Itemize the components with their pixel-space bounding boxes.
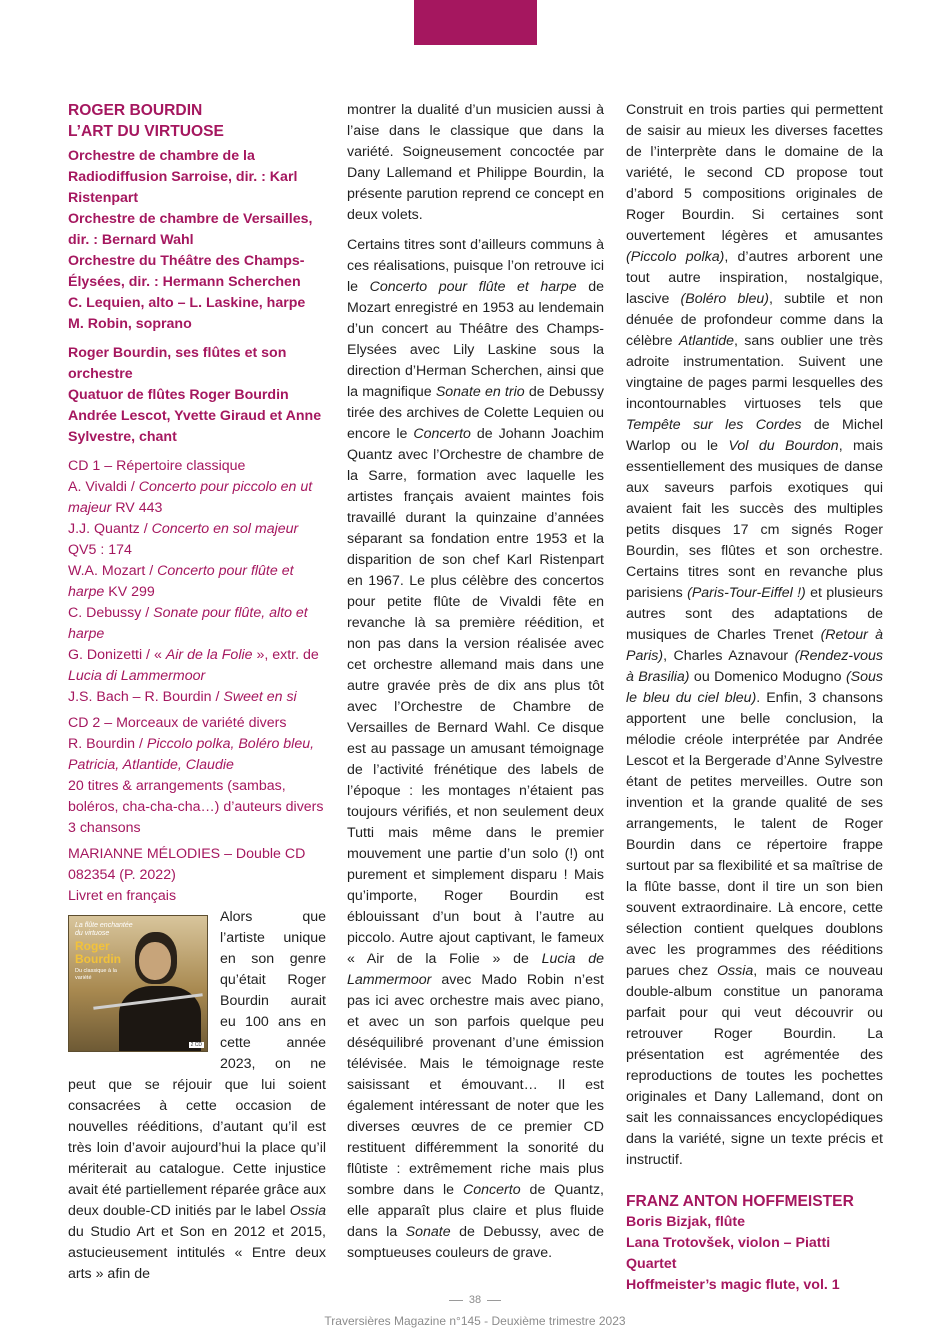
track-composer: J.S. Bach – R. Bourdin / [68,689,224,705]
italic-title: Lucia de Lammermoor [347,951,604,988]
credit-line: Roger Bourdin, ses flûtes et son orchestre [68,345,287,382]
cd2-line-1 [68,734,326,776]
track-item [68,477,326,519]
track-catalog: », extr. de [252,647,319,663]
text-run: , subtile et non dénuée de profondeur comme dans la célèbre [626,291,883,349]
credit-line: C. Lequien, alto – L. Laskine, harpe [68,295,306,311]
credits-orchestras [68,146,326,335]
italic-title: (Retour à Paris) [626,627,883,664]
track-work: Concerto pour flûte et harpe [68,563,294,600]
track-catalog: RV 443 [111,500,163,516]
track-item [68,561,326,603]
column-2 [347,100,604,1273]
article-2-header [626,1191,883,1296]
text-run: de Michel Warlop ou le [626,417,883,454]
page-number-value: 38 [468,1294,482,1306]
italic-title: (Piccolo polka) [626,249,725,265]
page-number [0,1294,950,1306]
cover-name [75,940,121,966]
cd2-works: Piccolo polka, Boléro bleu, Patricia, Atlantide, Claudie [68,736,315,773]
cd1-items [68,477,326,708]
italic-title: Concerto pour flûte et harpe [369,279,577,295]
credit-line: Boris Bizjak, flûte [626,1214,746,1230]
cover-figure-face [139,942,171,980]
text-run: et plusieurs autres sont des adaptations de musiques de Charles Trenet [626,585,883,643]
cover-name-last: Bourdin [75,952,121,966]
text-run: , sans oublier une très adroite instrumentation. Suivent une vingtaine de pages parmi lesquelles des incontournables virtuoses tels que [626,333,883,412]
track-work: Lucia di Lammermoor [68,668,206,684]
text-run: , mais ce nouveau double-album constitue un panorama parfait pour qui veut découvrir ou retrouver Roger Bourdin. La présentation est agrémentée des reproductions de toutes les pochettes originales et Dany Lallemand, dont on sait les connaissances encyclopédiques dans la variété, signe un texte précis et instructif. [626,963,883,1168]
body-text-end: du Studio Art et Son en 2012 et 2015, astucieusement intitulés « Entre deux arts » afin de [68,1224,326,1282]
italic-title: Sonate [405,1224,451,1240]
track-work: Concerto pour piccolo en ut majeur [68,479,313,516]
column-1 [68,100,326,1285]
italic-title: Ossia [716,963,754,979]
text-run: avec Mado Robin n’est pas ici avec orchestre mais avec piano, et avec un son parfois quelque peu déséquilibré provenant d’une émission télévisée. Mais le témoignage reste saisissant et émouvant… Il est également intéressant de noter que les diverses œuvres de ce premier CD restituent différemment la sonorité du flûtiste : extrêmement riche mais plus sombre dans le [347,972,604,1198]
top-accent-tab [414,0,537,45]
cover-name-first: Roger [75,939,110,953]
track-catalog: QV5 : 174 [68,542,132,558]
italic-title: Vol du Bourdon [728,438,839,454]
credit-line: M. Robin, soprano [68,316,192,332]
italic-title: Tempête sur les Cordes [626,417,802,433]
italic-title: (Sous le bleu du ciel bleu) [626,669,883,706]
text-run: , Charles Aznavour [663,648,795,664]
text-run: . Enfin, 3 chansons apportent une belle conclusion, la mélodie créole interprétée par Andrée Lescot et la Bergerade d’Anne Sylvestre étant de petites merveilles. Outre son invention et la grande qualité de ses arrangements, le talent de Roger Bourdin dans ce répertoire frappe surtout par sa flexibilité et sa maîtrise de la flûte basse, dont il tire un son bien souvent extraordinaire. Là encore, cette sélection contient quelques doublons avec les programmes des rééditions parues chez [626,690,884,979]
paragraph [626,100,883,1171]
body-text: Alors que l’artiste unique en son genre qu’était Roger Bourdin aurait eu 100 ans en cette année 2023, on ne peut que se réjouir que lui soient consacrées à cette occasion de nouvelles rééditions, d’autant qu’il est très loin d’avoir aujourd’hui la place qu’il mériterait au catalogue. Cette injustice avait été partiellement réparée grâce aux deux double-CD initiés par le label [68,909,326,1219]
article-2-title: FRANZ ANTON HOFFMEISTER [626,1193,854,1210]
credit-line: Lana Trotovšek, violon – Piatti Quartet [626,1235,831,1272]
text-run: de Quantz, elle apparaît plus claire et plus fluide dans la [347,1182,604,1240]
paragraph [347,235,604,1264]
cover-subtitle: Du classique à la variété [75,968,117,981]
credit-line: Hoffmeister’s magic flute, vol. 1 [626,1277,840,1293]
cd1-tracklist [68,456,326,708]
track-composer: W.A. Mozart / [68,563,158,579]
article-2-credits [626,1212,883,1296]
track-work: Air de la Folie [165,647,253,663]
italic-title: (Boléro bleu) [680,291,770,307]
credit-line: Orchestre de chambre de Versailles, dir. : Bernard Wahl [68,211,313,248]
italic-title: Concerto [463,1182,521,1198]
label-line-1: MARIANNE MÉLODIES – Double CD 082354 (P. 2022) [68,846,306,883]
track-item [68,603,326,645]
text-run: de Mozart enregistré en 1953 au lendemain d’un concert au Théâtre des Champs-Elysées avec Lily Laskine sous la direction d’Herman Scherchen, ainsi que la magnifique [347,279,604,400]
cd2-line-3: 3 chansons [68,820,141,836]
italic-title: (Paris-Tour-Eiffel !) [687,585,806,601]
label-info [68,844,326,907]
text-run: ou Domenico Modugno [689,669,846,685]
body-italic: Ossia [289,1203,326,1219]
text-run: de Debussy, avec de somptueuses couleurs de grave. [347,1224,604,1261]
cd2-composer: R. Bourdin / [68,736,147,752]
article-title-line2: L’ART DU VIRTUOSE [68,123,224,140]
cd2-line-2: 20 titres & arrangements (sambas, boléros, cha-cha-cha…) d’auteurs divers [68,778,324,815]
album-cover-image [68,915,208,1052]
cd2-heading: CD 2 – Morceaux de variété divers [68,715,287,731]
track-item [68,645,326,687]
track-composer: A. Vivaldi / [68,479,139,495]
text-run: , mais essentiellement des musiques de danse aux saveurs parfois exotiques qui avaient fait les succès des multiples petits disques 17 cm signés Roger Bourdin, ses flûtes et son orchestre. Certains titres sont en revanche plus parisiens [626,438,883,601]
credit-line: Andrée Lescot, Yvette Giraud et Anne Sylvestre, chant [68,408,322,445]
track-work: Concerto en sol majeur [151,521,299,537]
cover-badge: 2 CD [190,1042,202,1048]
text-run: de Debussy tirée des archives de Colette Lequien ou encore le [347,384,604,442]
track-work: Sweet en si [223,689,297,705]
footer-line: Traversières Magazine n°145 - Deuxième trimestre 2023 [324,1314,626,1328]
italic-title: (Rendez-vous à Brasilia) [626,648,883,685]
track-item [68,519,326,561]
article-title-line1: ROGER BOURDIN [68,102,203,119]
track-item [68,687,326,708]
cd2-tracklist [68,713,326,839]
track-composer: C. Debussy / [68,605,154,621]
track-composer: J.J. Quantz / [68,521,152,537]
italic-title: Atlantide [678,333,735,349]
track-composer: G. Donizetti / « [68,647,166,663]
text-run: de Johann Joachim Quantz avec l’Orchestre de chambre de la Sarre, formation avec laquelle les artistes français avaient maintes fois travaillé durant la quinzaine d’années séparant sa fondation entre 1953 et la disparition de son chef Karl Ristenpart en 1967. Le plus célèbre des concertos pour petite flûte de Vivaldi fête en revanche là sa première réédition, et non pas dans la version réalisée avec cet orchestre allemand mais dans une autre gravée près de dix ans plus tôt avec l’Orchestre de Chambre de Versailles de Bernard Wahl. Ce disque est au passage un amusant témoignage de l’activité frénétique des labels de l’époque : les montages n’étaient pas toujours vérifiés, et non seulement deux Tutti mais même dans le premier mouvement une partie d’un solo (!) ont purement et simplement disparu ! Mais qu’importe, Roger Bourdin est éblouissant d’un bout à l’autre au piccolo. Autre ajout captivant, le fameux « Air de la Folie » de [347,426,604,967]
credit-line: Orchestre du Théâtre des Champs-Élysées, dir. : Hermann Scherchen [68,253,305,290]
column-3 [626,100,883,1304]
page-number-dash-right [487,1300,501,1301]
paragraph: montrer la dualité d’un musicien aussi à l’aise dans le classique que dans la variété. Soigneusement concoctée par Dany Lallemand et Philippe Bourdin, la présente parution reprend ce concept en deux volets. [347,102,604,223]
credit-line: Quatuor de flûtes Roger Bourdin [68,387,289,403]
credit-line: Orchestre de chambre de la Radiodiffusion Sarroise, dir. : Karl Ristenpart [68,148,298,206]
text-run: Certains titres sont d’ailleurs communs à ces réalisations, puisque l’on retrouve ici le [347,237,604,295]
label-line-2: Livret en français [68,888,177,904]
text-run: , d’autres arborent une tout autre inspiration, nostalgique, lascive [626,249,883,307]
text-run: Construit en trois parties qui permettent de saisir au mieux les diverses facettes de l’interprète dans le domaine de la variété, le second CD propose tout d’abord 5 compositions originales de Roger Bourdin. Si certaines sont ouvertement légères et amusantes [626,102,883,244]
italic-title: Sonate en trio [435,384,525,400]
credits-performers [68,343,326,448]
italic-title: Concerto [413,426,471,442]
track-catalog: KV 299 [104,584,155,600]
cd1-heading: CD 1 – Répertoire classique [68,458,246,474]
track-work: Sonate pour flûte, alto et harpe [68,605,308,642]
page-number-dash-left [449,1300,463,1301]
cover-top-text: La flûte enchantée du virtuose [75,922,133,937]
